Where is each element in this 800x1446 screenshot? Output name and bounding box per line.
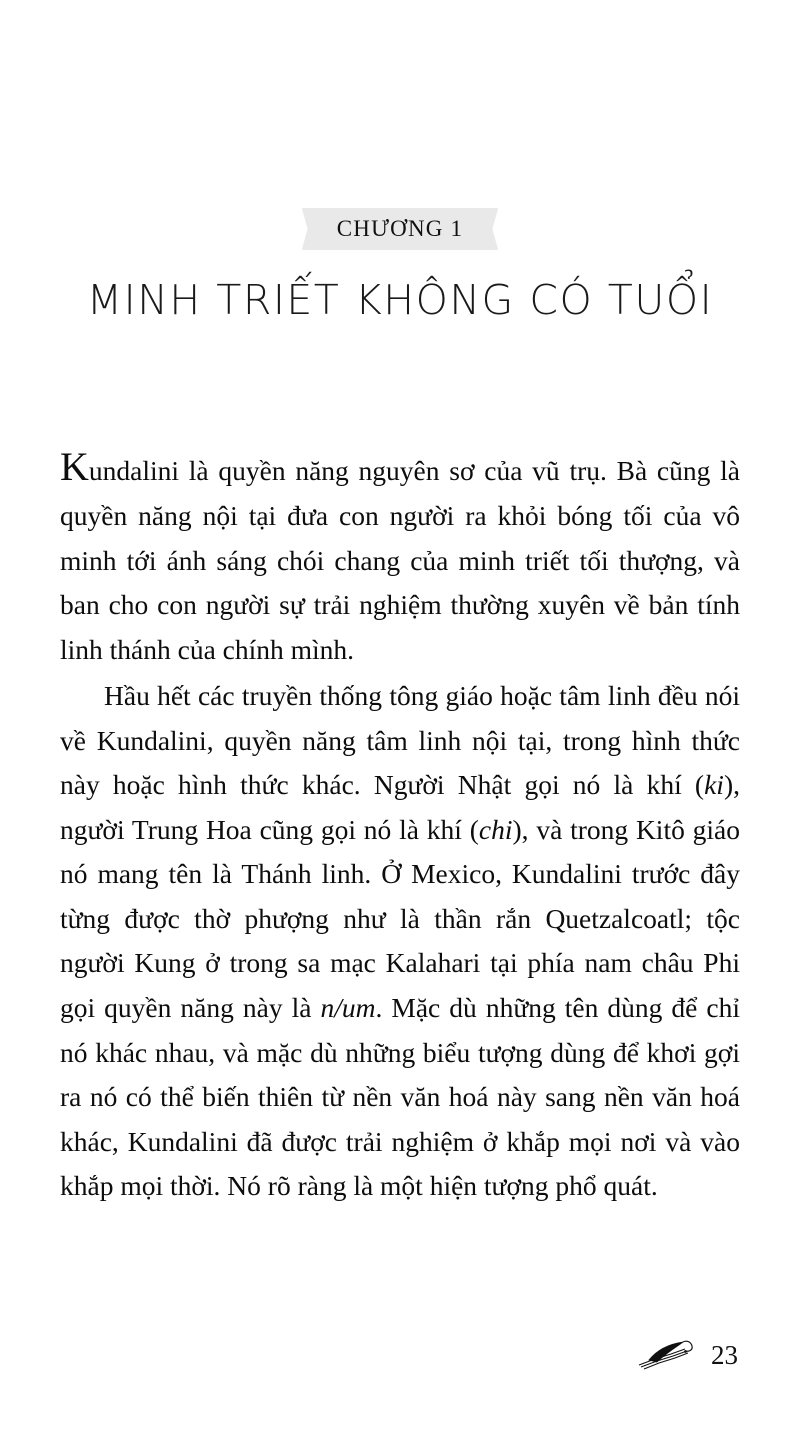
- paragraph-second-part2: ), người Trung Hoa cũng gọi nó là khí (: [60, 769, 740, 845]
- drop-cap: K: [60, 444, 89, 490]
- body-text: [60, 444, 740, 1208]
- page-footer: [635, 1338, 738, 1372]
- term-ki: ki: [704, 769, 724, 801]
- term-num: n/um: [320, 992, 376, 1024]
- chapter-header: [0, 208, 800, 351]
- paragraph-first: [60, 444, 740, 672]
- page-number: 23: [711, 1339, 738, 1370]
- page-title: MINH TRIẾT KHÔNG CÓ TUỔI: [86, 276, 714, 324]
- paragraph-second-part3: ), và trong Kitô giáo nó mang tên là Thánh linh. Ở Mexico, Kundalini trước đây từng được thờ phượng như là thần rắn Quetzalcoatl; tộc người Kung ở trong sa mạc Kalahari tại phía nam châu Phi gọi quyền năng này là: [60, 813, 740, 1024]
- paragraph-second-part4: . Mặc dù những tên dùng để chỉ nó khác nhau, và mặc dù những biểu tượng dùng để khơi gợi ra nó có thể biến thiên từ nền văn hoá này sang nền văn hoá khác, Kundalini đã được trải nghiệm ở khắp mọi nơi và vào khắp mọi thời. Nó rõ ràng là một hiện tượng phổ quát.: [60, 992, 740, 1202]
- paragraph-second: [60, 674, 740, 1209]
- term-chi: chi: [478, 813, 513, 845]
- paragraph-first-text: undalini là quyền năng nguyên sơ của vũ trụ. Bà cũng là quyền năng nội tại đưa con người ra khỏi bóng tối của vô minh tới ánh sáng chói chang của minh triết tối thượng, và ban cho con người sự trải nghiệm thường xuyên về bản tính linh thánh của chính mình.: [60, 455, 740, 665]
- chapter-label-badge: CHƯƠNG 1: [311, 208, 489, 250]
- flourish-ornament-icon: [635, 1338, 699, 1372]
- paragraph-second-part1: Hầu hết các truyền thống tông giáo hoặc tâm linh đều nói về Kundalini, quyền năng tâm linh nội tại, trong hình thức này hoặc hình thức khác. Người Nhật gọi nó là khí (: [60, 680, 740, 801]
